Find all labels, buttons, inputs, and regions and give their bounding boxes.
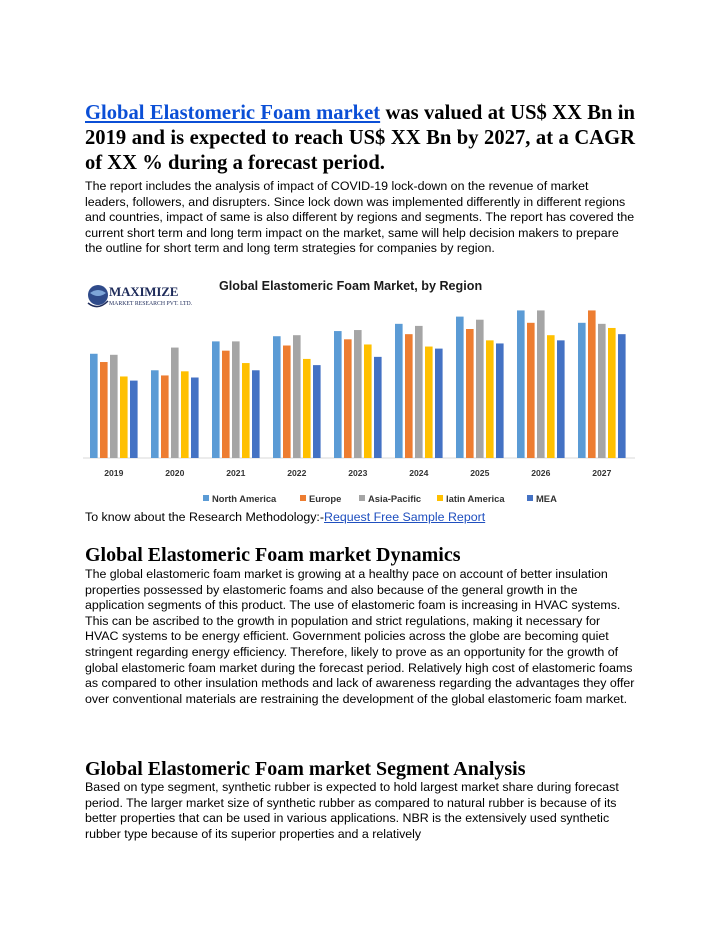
bar-2025-mea	[496, 343, 504, 458]
maximize-logo	[87, 281, 199, 321]
bar-2027-europe	[588, 310, 596, 458]
x-tick-label: 2025	[470, 468, 490, 478]
bar-2026-latin-america	[547, 335, 555, 458]
bar-2027-north-america	[578, 323, 586, 458]
x-tick-label: 2020	[165, 468, 185, 478]
bar-2026-asia-pacific	[537, 310, 545, 458]
bar-2019-north-america	[90, 354, 98, 458]
logo-line2: MARKET RESEARCH PVT. LTD.	[109, 301, 193, 307]
segment-paragraph: Based on type segment, synthetic rubber is expected to hold largest market share during forecast period. The larger market size of synthetic rubber as compared to natural rubber is because of its better properties that can be used in various applications. NBR is the extensively used synthetic rubber type because of its superior properties and a relatively	[85, 780, 619, 841]
bar-2019-latin-america	[120, 376, 128, 458]
bar-2025-asia-pacific	[476, 320, 484, 458]
legend-label: North America	[212, 493, 277, 504]
legend-label: Europe	[309, 493, 342, 504]
bar-2024-latin-america	[425, 347, 433, 458]
methodology-line	[85, 510, 635, 526]
bar-2027-mea	[618, 334, 626, 458]
intro-link[interactable]: Global Elastomeric Foam market	[85, 102, 381, 124]
covid-paragraph: The report includes the analysis of impact of COVID-19 lock-down on the revenue of market leaders, followers, and disrupters. Since lock down was implemented differently in different regions and countries, impact of same is also different by regions and segments. The report has covered the current short term and long term impact on the market, same will help decision makers to prepare the outline for short term and long term strategies for companies by region.	[85, 179, 635, 256]
legend-swatch	[437, 495, 443, 501]
bar-2020-mea	[191, 378, 199, 458]
bar-2022-latin-america	[303, 359, 311, 458]
x-tick-label: 2024	[409, 468, 429, 478]
bar-2023-asia-pacific	[354, 330, 362, 458]
legend-swatch	[300, 495, 306, 501]
bar-2027-latin-america	[608, 328, 616, 458]
bar-2023-north-america	[334, 331, 342, 458]
x-tick-label: 2022	[287, 468, 307, 478]
bar-2024-north-america	[395, 324, 403, 458]
bar-2023-latin-america	[364, 344, 372, 458]
bar-2023-mea	[374, 357, 382, 458]
legend-label: latin America	[446, 493, 505, 504]
legend-label: Asia-Pacific	[368, 493, 422, 504]
bar-2022-europe	[283, 346, 291, 458]
x-tick-label: 2026	[531, 468, 551, 478]
intro-heading	[85, 101, 635, 176]
bar-2022-mea	[313, 365, 321, 458]
intro-text: was valued at US$ XX Bn in 2019 and is expected to reach US$ XX Bn by 2027, at a CAGR of XX % during a forecast period.	[85, 102, 635, 174]
methodology-prefix: To know about the Research Methodology:-	[85, 510, 325, 524]
dynamics-heading: Global Elastomeric Foam market Dynamics	[85, 544, 461, 566]
bar-2022-asia-pacific	[293, 335, 301, 458]
bar-2024-europe	[405, 334, 413, 458]
legend-label: MEA	[536, 493, 557, 504]
bar-2025-north-america	[456, 317, 464, 458]
bar-2024-mea	[435, 349, 443, 458]
bar-2023-europe	[344, 339, 352, 458]
bar-2021-asia-pacific	[232, 341, 240, 458]
bar-2020-north-america	[151, 370, 159, 458]
bar-2026-europe	[527, 323, 535, 458]
segment-heading: Global Elastomeric Foam market Segment Analysis	[85, 758, 526, 780]
bar-2021-europe	[222, 351, 230, 458]
bar-2022-north-america	[273, 336, 281, 458]
bar-2025-latin-america	[486, 340, 494, 458]
x-tick-label: 2021	[226, 468, 246, 478]
logo-line1: MAXIMIZE	[109, 284, 179, 299]
bar-2026-mea	[557, 340, 565, 458]
x-tick-label: 2023	[348, 468, 368, 478]
bar-2021-latin-america	[242, 363, 250, 458]
bar-2020-asia-pacific	[171, 348, 179, 458]
sample-report-link[interactable]: Request Free Sample Report	[324, 510, 486, 524]
bar-2020-europe	[161, 375, 169, 458]
bar-2019-mea	[130, 381, 138, 458]
x-tick-label: 2019	[104, 468, 124, 478]
dynamics-paragraph: The global elastomeric foam market is growing at a healthy pace on account of better insulation properties possessed by elastomeric foams and also because of the general growth in the application segments of this product. The use of elastomeric foam is increasing in HVAC systems. This can be ascribed to the growth in population and strict regulations, making it necessary for HVAC systems to be energy efficient. Government policies across the globe are becoming quiet stringent regarding energy efficiency. Therefore, likely to prove as an opportunity for the growth of global elastomeric foam market during the forecast period. Relatively high cost of elastomeric foams as compared to other insulation methods and lack of awareness regarding the advantages they offer over conventional materials are restraining the development of the global elastomeric foam market.	[85, 567, 635, 706]
bar-2024-asia-pacific	[415, 326, 423, 458]
bar-2020-latin-america	[181, 371, 189, 458]
x-tick-label: 2027	[592, 468, 612, 478]
bar-2025-europe	[466, 329, 474, 458]
bar-2019-europe	[100, 362, 108, 458]
legend-swatch	[203, 495, 209, 501]
bar-2027-asia-pacific	[598, 324, 606, 458]
chart-title: Global Elastomeric Foam Market, by Region	[219, 279, 483, 293]
bar-2021-mea	[252, 370, 260, 458]
bar-2019-asia-pacific	[110, 355, 118, 458]
globe-icon	[87, 281, 109, 315]
bar-2021-north-america	[212, 341, 220, 458]
legend-swatch	[359, 495, 365, 501]
legend-swatch	[527, 495, 533, 501]
bar-2026-north-america	[517, 310, 525, 458]
